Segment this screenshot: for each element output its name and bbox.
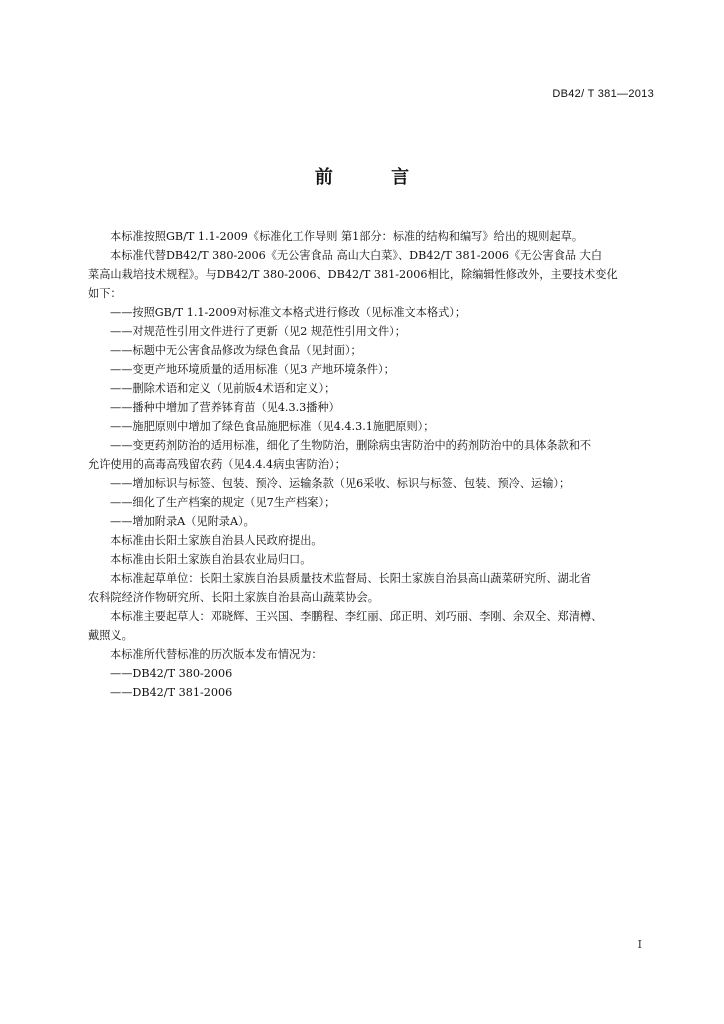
foreword-line: ——对规范性引用文件进行了更新（见2 规范性引用文件）； [110, 325, 406, 338]
foreword-line: 本标准按照GB/T 1.1-2009《标准化工作导则 第1部分：标准的结构和编写》给出的规则起草。 [110, 230, 584, 243]
foreword-line: ——标题中无公害食品修改为绿色食品（见封面）； [110, 344, 362, 357]
foreword-line: 菜高山栽培技术规程》。与DB42/T 380-2006、DB42/T 381-2006相比，除编辑性修改外，主要技术变化 [88, 268, 618, 281]
page-number: I [637, 938, 642, 951]
page-title: 前 言 [314, 167, 436, 188]
foreword-line: 本标准起草单位：长阳土家族自治县质量技术监督局、长阳土家族自治县高山蔬菜研究所、湖北省 [110, 572, 592, 585]
foreword-line: ——DB42/T 380-2006 [110, 667, 233, 680]
foreword-line: 如下： [88, 287, 122, 300]
foreword-line: ——按照GB/T 1.1-2009对标准文本格式进行修改（见标准文本格式）； [110, 306, 467, 319]
foreword-line: 本标准所代替标准的历次版本发布情况为： [110, 648, 323, 661]
foreword-line: 本标准由长阳土家族自治县农业局归口。 [110, 553, 312, 566]
foreword-line: ——细化了生产档案的规定（见7生产档案）； [110, 496, 336, 509]
foreword-line: 允许使用的高毒高残留农药（见4.4.4病虫害防治）； [88, 458, 346, 471]
foreword-line: ——变更产地环境质量的适用标准（见3 产地环境条件）； [110, 363, 395, 376]
foreword-line: ——删除术语和定义（见前版4术语和定义）； [110, 382, 336, 395]
foreword-line: 本标准由长阳土家族自治县人民政府提出。 [110, 534, 323, 547]
foreword-line: ——播种中增加了营养钵育苗（见4.3.3播种） [110, 401, 340, 414]
foreword-line: 本标准代替DB42/T 380-2006《无公害食品 高山大白菜》、DB42/T 381-2006《无公害食品 大白 [110, 249, 603, 262]
foreword-line: 本标准主要起草人：邓晓辉、王兴国、李鹏程、李红丽、邱正明、刘巧丽、李刚、余双全、郑清樽、 [110, 610, 603, 623]
foreword-line: ——增加附录A（见附录A）。 [110, 515, 255, 528]
foreword-line: 戴照义。 [88, 629, 133, 642]
foreword-line: ——DB42/T 381-2006 [110, 686, 233, 699]
foreword-line: ——增加标识与标签、包装、预冷、运输条款（见6采收、标识与标签、包装、预冷、运输）； [110, 477, 571, 490]
foreword-line: 农科院经济作物研究所、长阳土家族自治县高山蔬菜协会。 [88, 591, 379, 604]
foreword-line: ——变更药剂防治的适用标准，细化了生物防治，删除病虫害防治中的药剂防治中的具体条款和不 [110, 439, 592, 452]
standard-code: DB42/ T 381—2013 [552, 88, 654, 100]
foreword-line: ——施肥原则中增加了绿色食品施肥标准（见4.4.3.1施肥原则）； [110, 420, 435, 433]
foreword-body [88, 227, 656, 702]
